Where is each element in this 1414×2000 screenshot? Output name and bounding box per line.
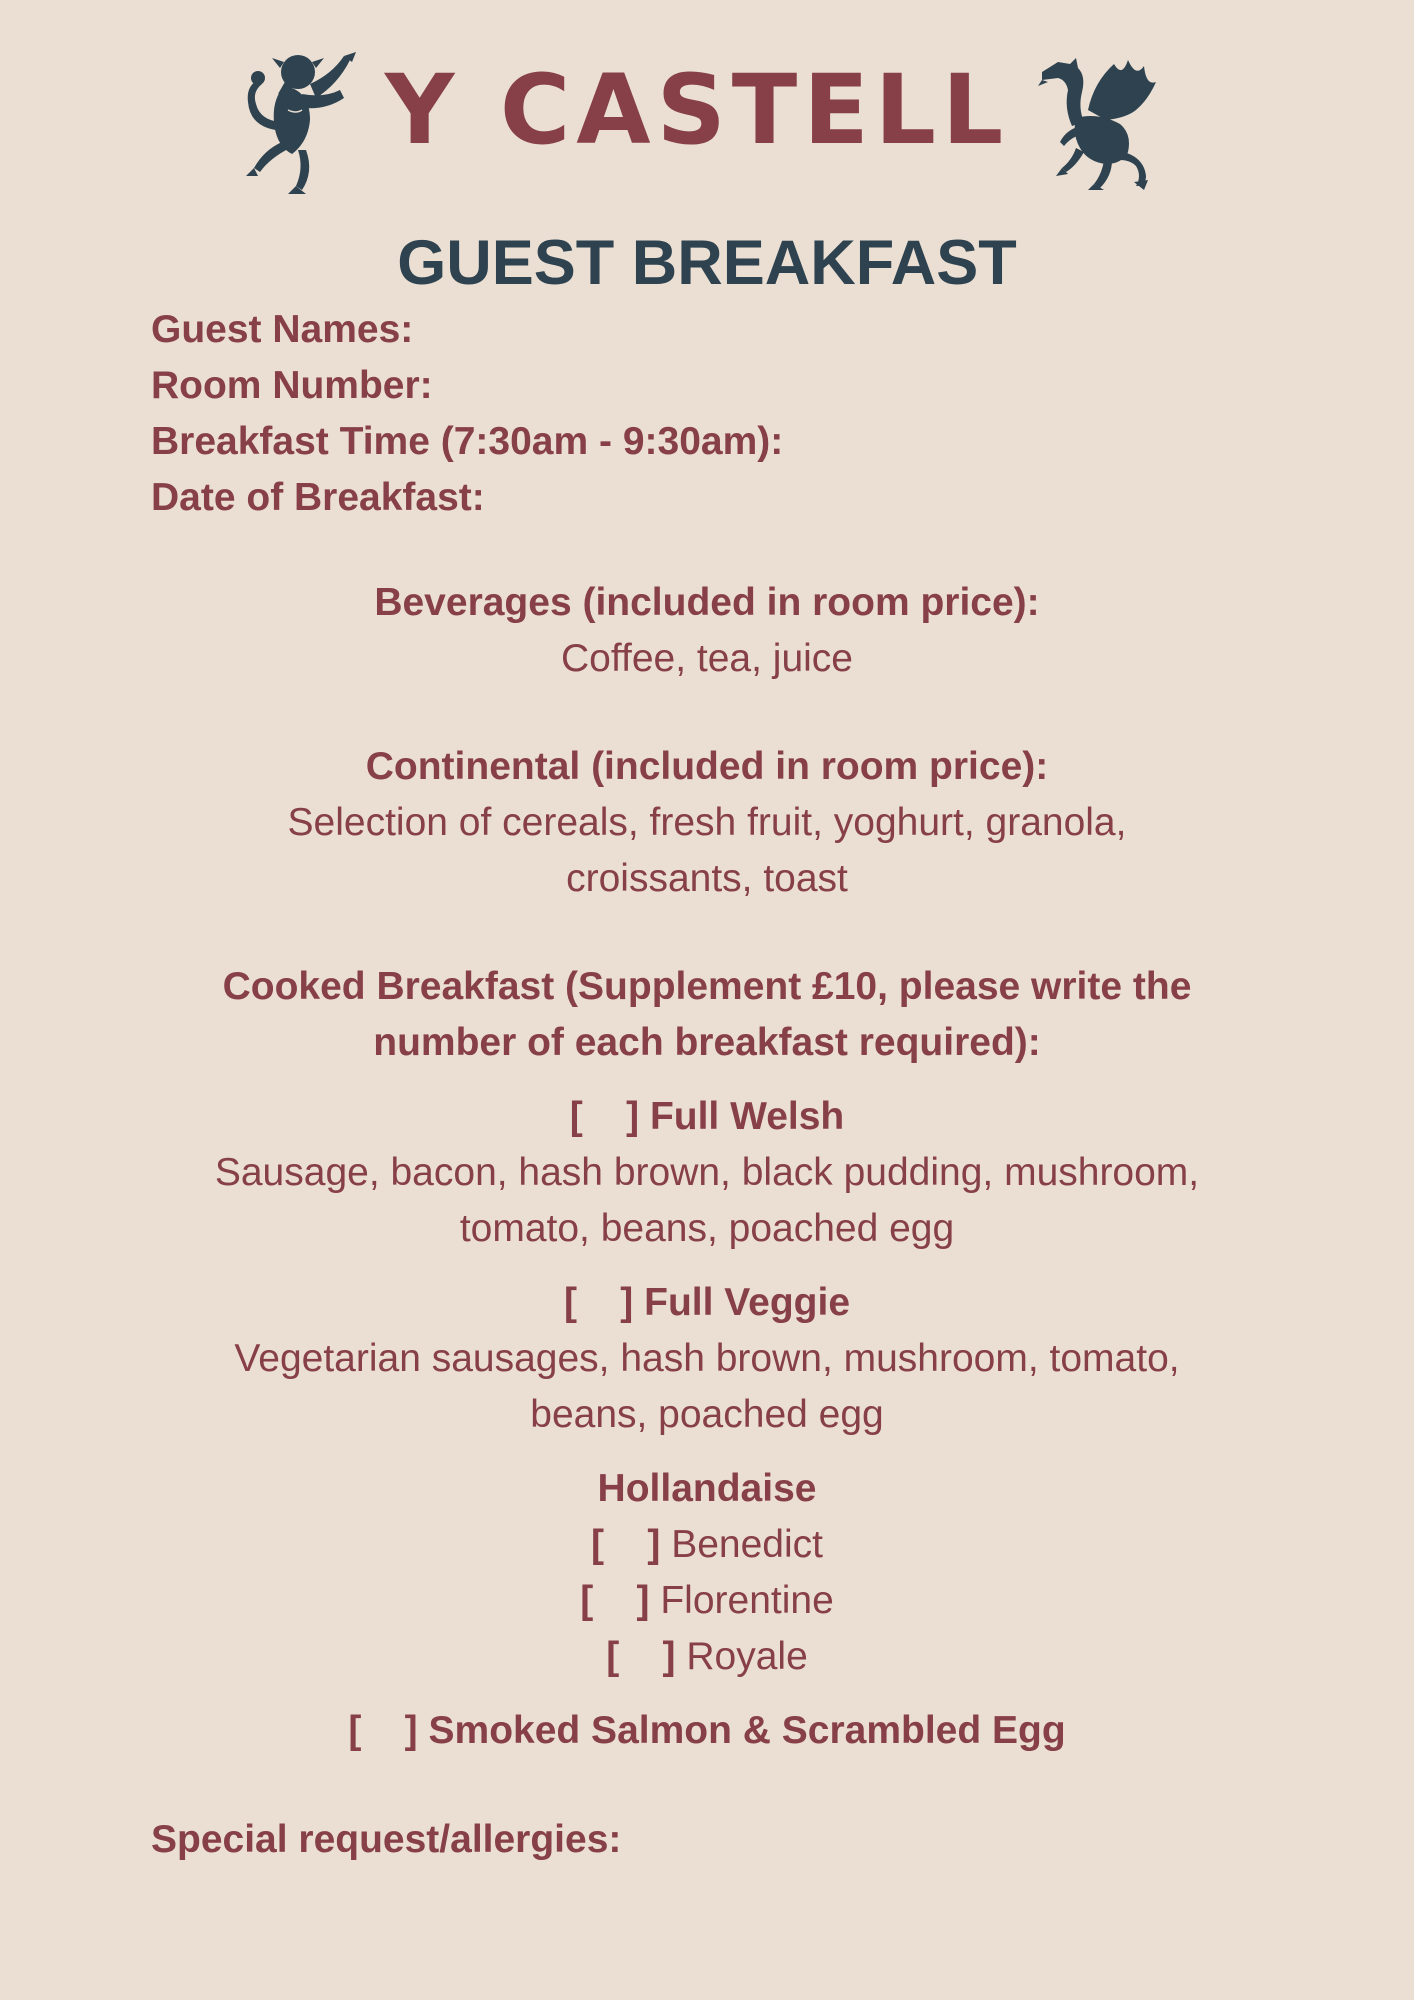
room-number-label: Room Number: [151, 364, 433, 407]
beverages-section [100, 575, 1314, 687]
breakfast-date-label: Date of Breakfast: [151, 476, 485, 519]
full-welsh-checkbox[interactable]: [ ] [569, 1095, 640, 1138]
hollandaise-heading: Hollandaise [597, 1467, 817, 1510]
page-header [0, 40, 1414, 298]
full-welsh-option [100, 1089, 1314, 1257]
benedict-name: Benedict [671, 1523, 823, 1566]
continental-items-line2: croissants, toast [566, 857, 848, 900]
full-welsh-name: Full Welsh [649, 1095, 845, 1138]
full-veggie-desc-line1: Vegetarian sausages, hash brown, mushroom, tomato, [234, 1337, 1180, 1380]
royale-name: Royale [686, 1635, 808, 1678]
royale-checkbox[interactable]: [ ] [606, 1635, 676, 1678]
hollandaise-option-florentine [100, 1573, 1314, 1629]
full-welsh-row [100, 1089, 1314, 1145]
florentine-checkbox[interactable]: [ ] [580, 1579, 650, 1622]
continental-heading: Continental (included in room price): [365, 745, 1049, 788]
cooked-breakfast-section [100, 959, 1314, 1071]
hollandaise-option-benedict [100, 1517, 1314, 1573]
hollandaise-section [100, 1461, 1314, 1685]
full-veggie-option [100, 1275, 1314, 1443]
smoked-salmon-row [100, 1703, 1314, 1759]
full-welsh-desc-line1: Sausage, bacon, hash brown, black pudding, mushroom, [214, 1151, 1200, 1194]
guest-info-section [151, 302, 783, 526]
benedict-checkbox[interactable]: [ ] [591, 1523, 661, 1566]
welsh-dragon-icon [1036, 52, 1161, 190]
continental-section [100, 739, 1314, 907]
full-veggie-row [100, 1275, 1314, 1331]
special-requests-label: Special request/allergies: [151, 1818, 622, 1861]
hollandaise-option-royale [100, 1629, 1314, 1685]
full-veggie-name: Full Veggie [644, 1281, 851, 1324]
full-veggie-desc-line2: beans, poached egg [530, 1393, 884, 1436]
smoked-salmon-option [100, 1703, 1314, 1759]
continental-items-line1: Selection of cereals, fresh fruit, yoghurt, granola, [287, 801, 1127, 844]
cooked-heading-line1: Cooked Breakfast (Supplement £10, please write the [222, 965, 1192, 1008]
cooked-heading-line2: number of each breakfast required): [373, 1021, 1041, 1064]
breakfast-time-label: Breakfast Time (7:30am - 9:30am): [151, 420, 784, 463]
florentine-name: Florentine [660, 1579, 834, 1622]
full-welsh-desc-line2: tomato, beans, poached egg [459, 1207, 955, 1250]
guest-names-label: Guest Names: [151, 308, 414, 351]
full-veggie-checkbox[interactable]: [ ] [563, 1281, 634, 1324]
smoked-salmon-checkbox[interactable]: [ ] [348, 1709, 418, 1752]
beverages-heading: Beverages (included in room price): [374, 581, 1040, 624]
rampant-lion-icon [240, 50, 360, 195]
brand-title: Y CASTELL [384, 54, 1010, 166]
page-subtitle: GUEST BREAKFAST [397, 228, 1017, 298]
beverages-items: Coffee, tea, juice [561, 637, 853, 680]
smoked-salmon-name: Smoked Salmon & Scrambled Egg [428, 1709, 1066, 1752]
